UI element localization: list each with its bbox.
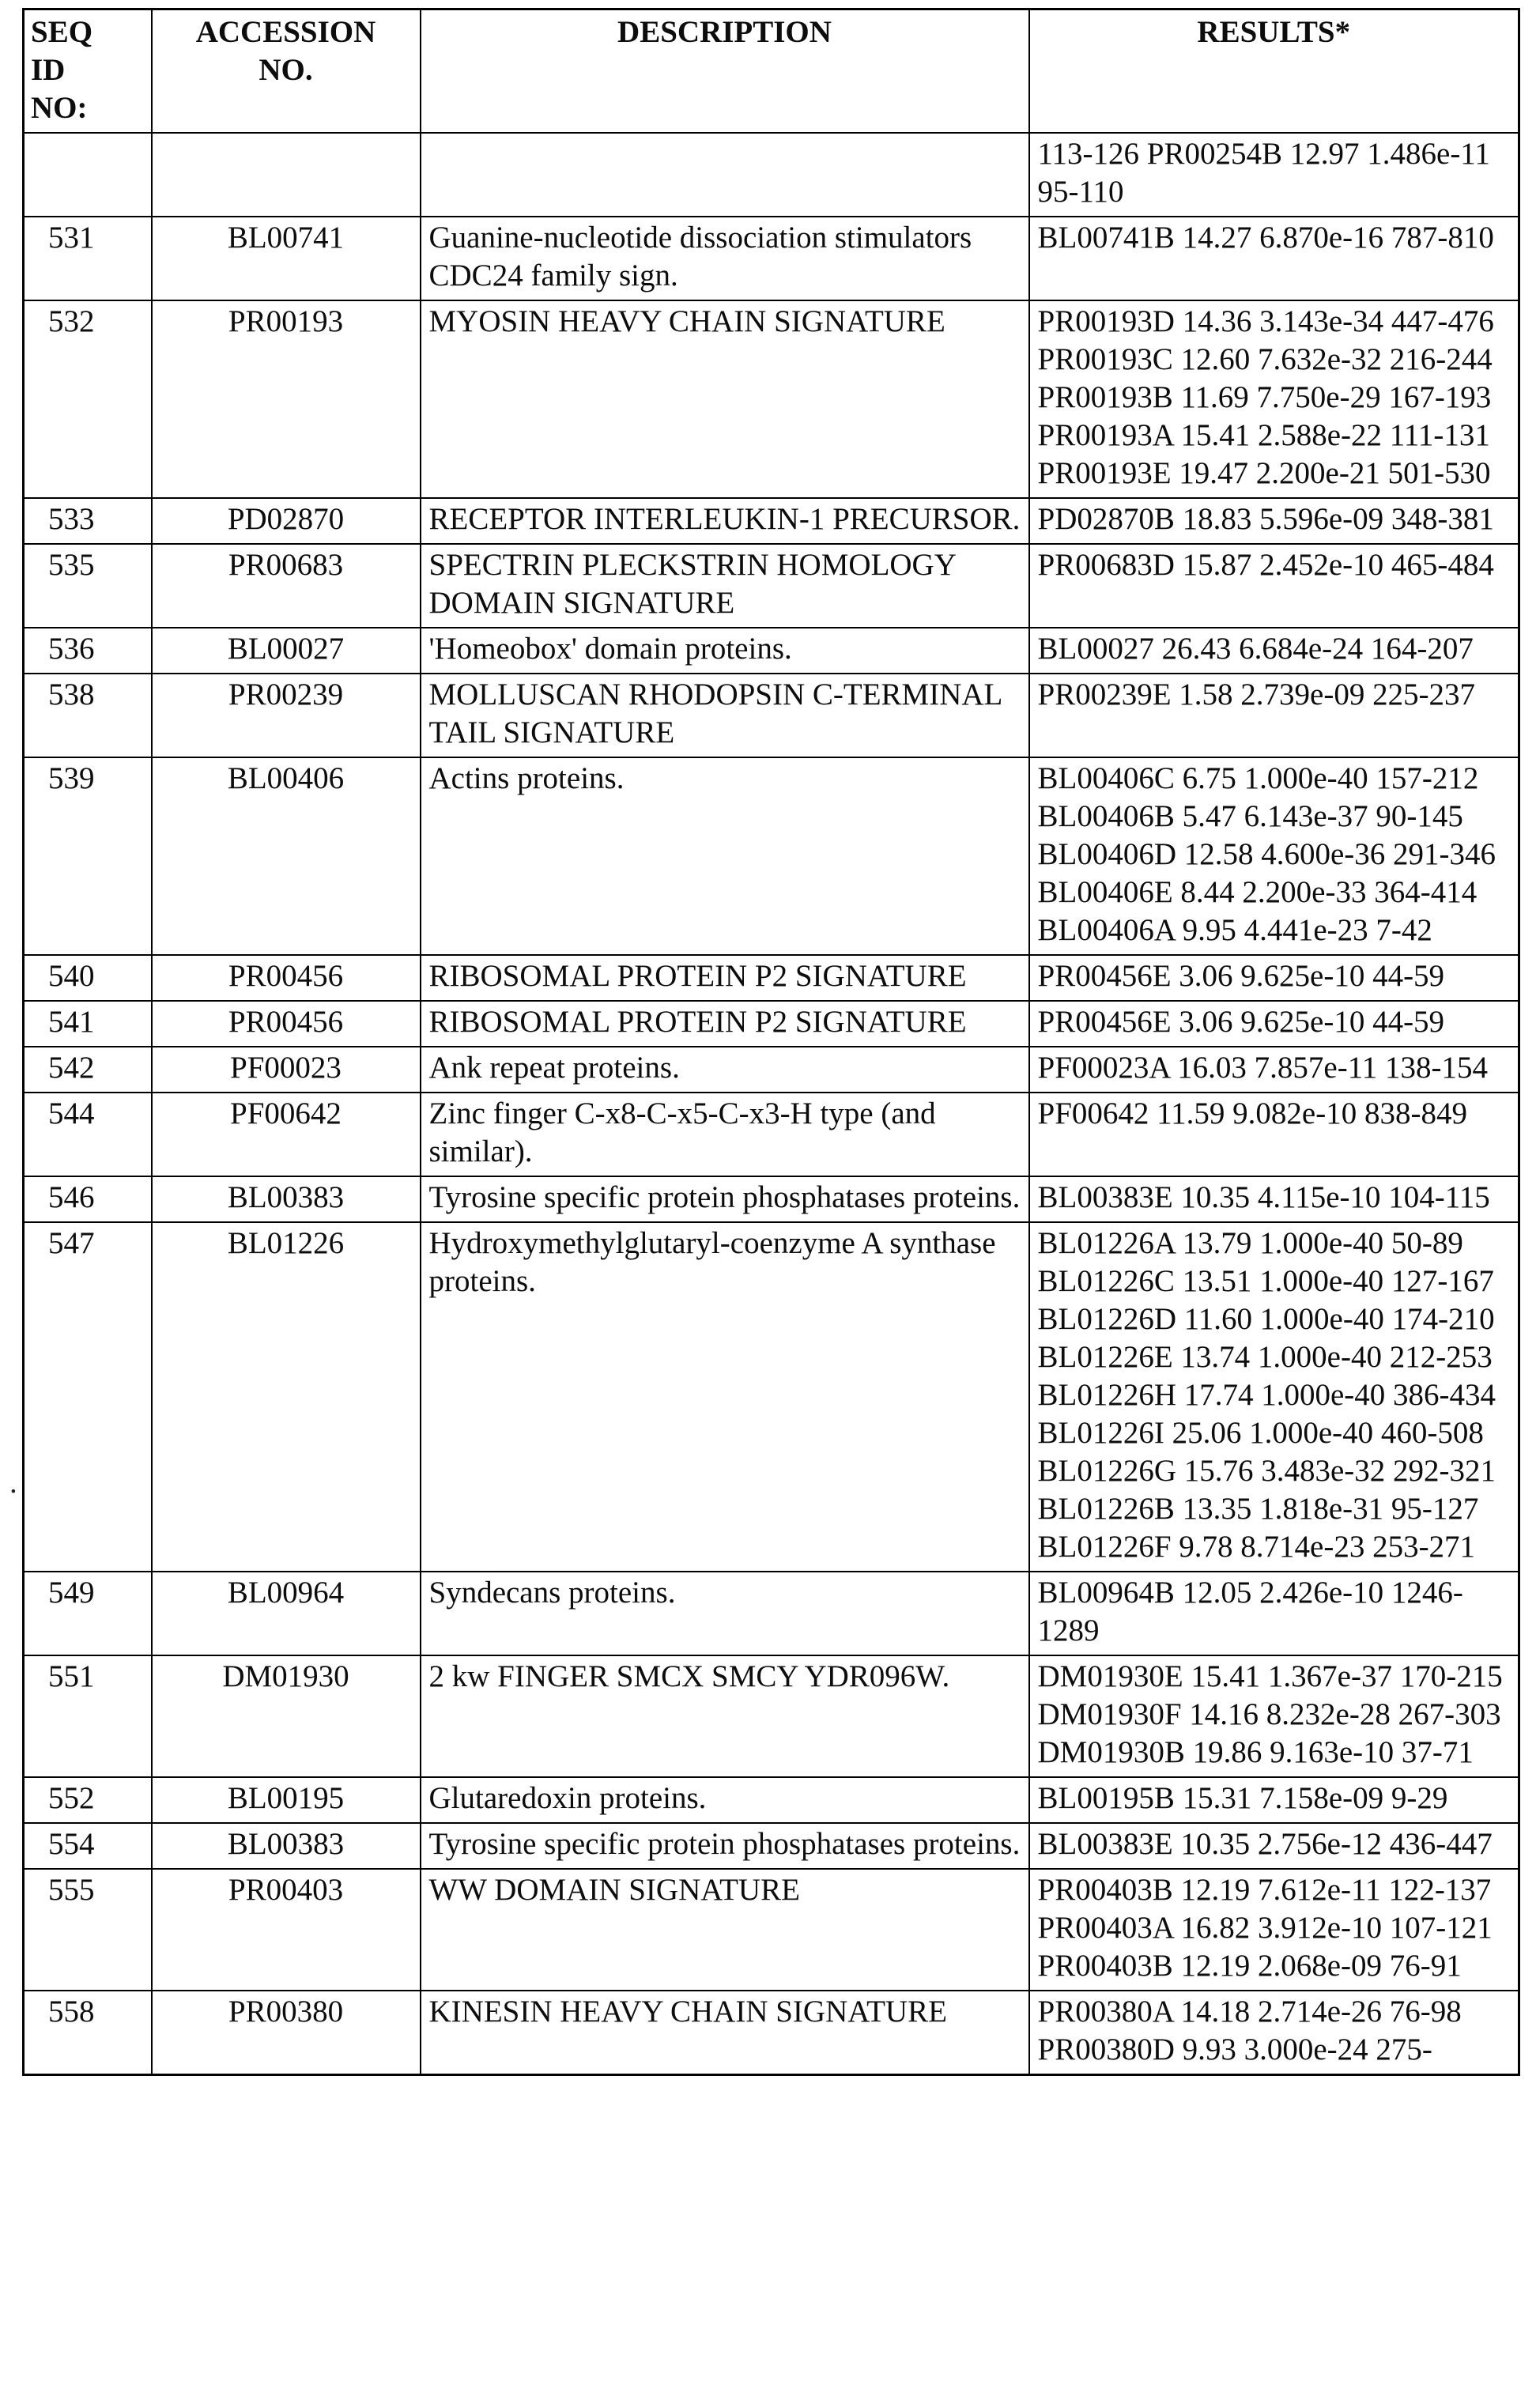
results-cell: BL01226A 13.79 1.000e-40 50-89 BL01226C 13.51 1.000e-40 127-167 BL01226D 11.60 1.000e-40 174-210 BL01226E 13.74 1.000e-40 212-253 BL01226H 17.74 1.000e-40 386-434 BL01226I 25.06 1.000e-40 460-508 BL01226G 15.76 3.483e-32 292-321 BL01226B 13.35 1.818e-31 95-127 BL01226F 9.78 8.714e-23 253-271 bbox=[1029, 1222, 1519, 1572]
table-row bbox=[24, 1991, 1519, 2075]
description-cell: Actins proteins. bbox=[421, 757, 1029, 955]
description-cell: RIBOSOMAL PROTEIN P2 SIGNATURE bbox=[421, 1001, 1029, 1047]
results-cell: PF00023A 16.03 7.857e-11 138-154 bbox=[1029, 1047, 1519, 1093]
table-row bbox=[24, 955, 1519, 1001]
table-body bbox=[24, 133, 1519, 2075]
margin-artifact-dot: . bbox=[9, 1466, 17, 1500]
accession-cell bbox=[152, 133, 421, 217]
description-cell: Ank repeat proteins. bbox=[421, 1047, 1029, 1093]
results-cell: PR00239E 1.58 2.739e-09 225-237 bbox=[1029, 674, 1519, 757]
accession-cell: DM01930 bbox=[152, 1655, 421, 1777]
description-cell: Hydroxymethylglutaryl-coenzyme A synthase proteins. bbox=[421, 1222, 1029, 1572]
description-cell: RIBOSOMAL PROTEIN P2 SIGNATURE bbox=[421, 955, 1029, 1001]
seq-cell: 552 bbox=[24, 1777, 152, 1823]
header-results: RESULTS* bbox=[1029, 9, 1519, 134]
accession-cell: BL00383 bbox=[152, 1176, 421, 1222]
accession-cell: PR00403 bbox=[152, 1869, 421, 1991]
results-cell: BL00964B 12.05 2.426e-10 1246-1289 bbox=[1029, 1572, 1519, 1655]
results-cell: PF00642 11.59 9.082e-10 838-849 bbox=[1029, 1093, 1519, 1176]
description-cell: MYOSIN HEAVY CHAIN SIGNATURE bbox=[421, 300, 1029, 498]
table-row bbox=[24, 628, 1519, 674]
description-cell: Syndecans proteins. bbox=[421, 1572, 1029, 1655]
accession-cell: PD02870 bbox=[152, 498, 421, 544]
description-cell: Guanine-nucleotide dissociation stimulators CDC24 family sign. bbox=[421, 217, 1029, 300]
seq-cell: 546 bbox=[24, 1176, 152, 1222]
header-seq-id-no: SEQ ID NO: bbox=[24, 9, 152, 134]
table-row bbox=[24, 674, 1519, 757]
seq-cell: 541 bbox=[24, 1001, 152, 1047]
table-row bbox=[24, 1777, 1519, 1823]
table-row bbox=[24, 1572, 1519, 1655]
accession-cell: PR00193 bbox=[152, 300, 421, 498]
results-cell: BL00383E 10.35 4.115e-10 104-115 bbox=[1029, 1176, 1519, 1222]
accession-cell: BL01226 bbox=[152, 1222, 421, 1572]
seq-cell: 547 bbox=[24, 1222, 152, 1572]
description-cell: WW DOMAIN SIGNATURE bbox=[421, 1869, 1029, 1991]
results-cell: BL00383E 10.35 2.756e-12 436-447 bbox=[1029, 1823, 1519, 1869]
table-row bbox=[24, 133, 1519, 217]
results-cell: PR00683D 15.87 2.452e-10 465-484 bbox=[1029, 544, 1519, 628]
seq-cell: 555 bbox=[24, 1869, 152, 1991]
seq-cell: 539 bbox=[24, 757, 152, 955]
accession-cell: BL00964 bbox=[152, 1572, 421, 1655]
accession-cell: PR00380 bbox=[152, 1991, 421, 2075]
header-row bbox=[24, 9, 1519, 134]
seq-cell: 538 bbox=[24, 674, 152, 757]
table-row bbox=[24, 300, 1519, 498]
table-row bbox=[24, 1222, 1519, 1572]
table-row bbox=[24, 1093, 1519, 1176]
table-row bbox=[24, 1823, 1519, 1869]
table-row bbox=[24, 498, 1519, 544]
description-cell bbox=[421, 133, 1029, 217]
table-row bbox=[24, 1047, 1519, 1093]
description-cell: Glutaredoxin proteins. bbox=[421, 1777, 1029, 1823]
seq-cell: 532 bbox=[24, 300, 152, 498]
description-cell: Zinc finger C-x8-C-x5-C-x3-H type (and similar). bbox=[421, 1093, 1029, 1176]
seq-cell: 531 bbox=[24, 217, 152, 300]
table-row bbox=[24, 1869, 1519, 1991]
results-cell: PD02870B 18.83 5.596e-09 348-381 bbox=[1029, 498, 1519, 544]
seq-cell: 554 bbox=[24, 1823, 152, 1869]
accession-cell: PR00456 bbox=[152, 1001, 421, 1047]
description-cell: SPECTRIN PLECKSTRIN HOMOLOGY DOMAIN SIGNATURE bbox=[421, 544, 1029, 628]
results-cell: PR00193D 14.36 3.143e-34 447-476 PR00193C 12.60 7.632e-32 216-244 PR00193B 11.69 7.750e-29 167-193 PR00193A 15.41 2.588e-22 111-131 PR00193E 19.47 2.200e-21 501-530 bbox=[1029, 300, 1519, 498]
table-row bbox=[24, 757, 1519, 955]
accession-cell: BL00195 bbox=[152, 1777, 421, 1823]
seq-cell: 540 bbox=[24, 955, 152, 1001]
seq-cell: 533 bbox=[24, 498, 152, 544]
results-cell: BL00027 26.43 6.684e-24 164-207 bbox=[1029, 628, 1519, 674]
table-header bbox=[24, 9, 1519, 134]
seq-cell: 549 bbox=[24, 1572, 152, 1655]
accession-cell: PR00239 bbox=[152, 674, 421, 757]
table-row bbox=[24, 1176, 1519, 1222]
table-row bbox=[24, 544, 1519, 628]
description-cell: KINESIN HEAVY CHAIN SIGNATURE bbox=[421, 1991, 1029, 2075]
results-cell: PR00380A 14.18 2.714e-26 76-98 PR00380D 9.93 3.000e-24 275- bbox=[1029, 1991, 1519, 2075]
results-cell: BL00195B 15.31 7.158e-09 9-29 bbox=[1029, 1777, 1519, 1823]
description-cell: Tyrosine specific protein phosphatases proteins. bbox=[421, 1176, 1029, 1222]
accession-cell: BL00741 bbox=[152, 217, 421, 300]
accession-cell: PR00683 bbox=[152, 544, 421, 628]
header-accession-no: ACCESSION NO. bbox=[152, 9, 421, 134]
results-cell: PR00456E 3.06 9.625e-10 44-59 bbox=[1029, 955, 1519, 1001]
description-cell: 2 kw FINGER SMCX SMCY YDR096W. bbox=[421, 1655, 1029, 1777]
seq-cell: 536 bbox=[24, 628, 152, 674]
seq-cell: 535 bbox=[24, 544, 152, 628]
description-cell: MOLLUSCAN RHODOPSIN C-TERMINAL TAIL SIGNATURE bbox=[421, 674, 1029, 757]
description-cell: Tyrosine specific protein phosphatases proteins. bbox=[421, 1823, 1029, 1869]
sequence-results-table bbox=[22, 8, 1520, 2076]
description-cell: 'Homeobox' domain proteins. bbox=[421, 628, 1029, 674]
results-cell: PR00403B 12.19 7.612e-11 122-137 PR00403A 16.82 3.912e-10 107-121 PR00403B 12.19 2.068e-09 76-91 bbox=[1029, 1869, 1519, 1991]
seq-cell: 544 bbox=[24, 1093, 152, 1176]
accession-cell: PF00642 bbox=[152, 1093, 421, 1176]
seq-cell: 558 bbox=[24, 1991, 152, 2075]
results-cell: DM01930E 15.41 1.367e-37 170-215 DM01930F 14.16 8.232e-28 267-303 DM01930B 19.86 9.163e-10 37-71 bbox=[1029, 1655, 1519, 1777]
seq-cell: 551 bbox=[24, 1655, 152, 1777]
results-cell: BL00741B 14.27 6.870e-16 787-810 bbox=[1029, 217, 1519, 300]
results-cell: 113-126 PR00254B 12.97 1.486e-11 95-110 bbox=[1029, 133, 1519, 217]
table-row bbox=[24, 217, 1519, 300]
description-cell: RECEPTOR INTERLEUKIN-1 PRECURSOR. bbox=[421, 498, 1029, 544]
seq-cell: 542 bbox=[24, 1047, 152, 1093]
accession-cell: BL00383 bbox=[152, 1823, 421, 1869]
accession-cell: BL00406 bbox=[152, 757, 421, 955]
header-description: DESCRIPTION bbox=[421, 9, 1029, 134]
results-cell: BL00406C 6.75 1.000e-40 157-212 BL00406B 5.47 6.143e-37 90-145 BL00406D 12.58 4.600e-36 291-346 BL00406E 8.44 2.200e-33 364-414 BL00406A 9.95 4.441e-23 7-42 bbox=[1029, 757, 1519, 955]
table-row bbox=[24, 1655, 1519, 1777]
accession-cell: BL00027 bbox=[152, 628, 421, 674]
results-cell: PR00456E 3.06 9.625e-10 44-59 bbox=[1029, 1001, 1519, 1047]
seq-cell bbox=[24, 133, 152, 217]
accession-cell: PF00023 bbox=[152, 1047, 421, 1093]
accession-cell: PR00456 bbox=[152, 955, 421, 1001]
table-row bbox=[24, 1001, 1519, 1047]
